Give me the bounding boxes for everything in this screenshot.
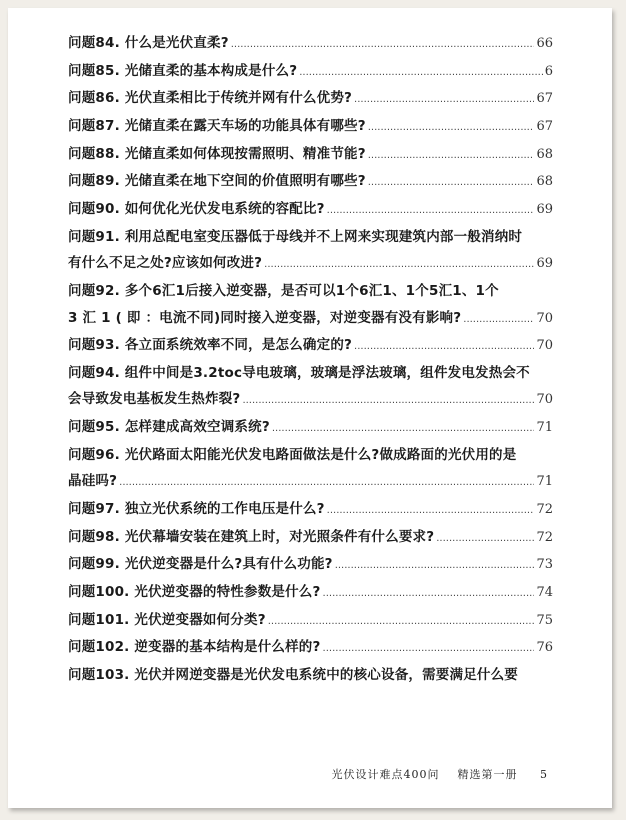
footer-book-title: 光伏设计难点400问 <box>331 768 440 781</box>
dot-leader <box>335 557 535 575</box>
toc-entry-line <box>68 418 553 436</box>
toc-entry-title: 问题93. 各立面系统效率不同，是怎么确定的? <box>68 337 353 354</box>
toc-entry-line <box>68 472 553 490</box>
toc-entry-title: 问题86. 光伏直柔相比于传统并网有什么优势? <box>68 90 353 107</box>
table-of-contents <box>68 34 553 694</box>
toc-entry[interactable] <box>68 500 553 518</box>
dot-leader <box>264 256 534 274</box>
dot-leader <box>354 91 534 109</box>
toc-entry-line <box>68 254 553 272</box>
toc-entry-line <box>68 89 553 107</box>
toc-entry-title: 问题85. 光储直柔的基本构成是什么? <box>68 62 298 79</box>
toc-entry-title: 问题97. 独立光伏系统的工作电压是什么? <box>68 500 325 517</box>
toc-page-number: 66 <box>536 36 553 51</box>
toc-entry-title: 问题96. 光伏路面太阳能光伏发电路面做法是什么?做成路面的光伏用的是 <box>68 446 517 463</box>
toc-entry[interactable] <box>68 336 553 354</box>
toc-entry-line <box>68 145 553 163</box>
dot-leader <box>323 585 535 603</box>
toc-entry[interactable] <box>68 34 553 52</box>
toc-entry-title: 问题99. 光伏逆变器是什么?具有什么功能? <box>68 556 333 573</box>
toc-entry-line <box>68 611 553 629</box>
page-footer <box>332 766 549 782</box>
toc-page-number: 72 <box>536 501 553 517</box>
toc-entry-line <box>68 172 553 190</box>
toc-entry[interactable] <box>68 200 553 218</box>
toc-page-number: 75 <box>536 612 553 628</box>
toc-entry-line <box>68 364 553 382</box>
toc-entry-title: 问题102. 逆变器的基本结构是什么样的? <box>68 639 321 656</box>
dot-leader <box>327 202 535 220</box>
footer-edition: 精选第一册 <box>457 768 518 781</box>
toc-entry-title: 问题95. 怎样建成高效空调系统? <box>68 419 270 436</box>
toc-entry-line <box>68 200 553 218</box>
toc-entry-line <box>68 282 553 300</box>
toc-page-number: 6 <box>544 63 553 79</box>
toc-entry[interactable] <box>68 117 553 135</box>
dot-leader <box>368 147 535 165</box>
toc-entry[interactable] <box>68 583 553 601</box>
toc-entry[interactable] <box>68 364 553 409</box>
dot-leader <box>268 613 535 631</box>
toc-entry-line <box>68 555 553 573</box>
dot-leader <box>463 311 534 329</box>
toc-entry-title: 问题100. 光伏逆变器的特性参数是什么? <box>68 584 321 600</box>
toc-entry[interactable] <box>68 89 553 107</box>
dot-leader <box>119 474 534 492</box>
dot-leader <box>299 64 542 82</box>
toc-entry-title: 问题89. 光储直柔在地下空间的价值照明有哪些? <box>68 173 366 190</box>
toc-entry-title: 3 汇 1 ( 即 ：电流不同)同时接入逆变器，对逆变器有没有影响? <box>68 309 462 326</box>
toc-entry[interactable] <box>68 446 553 491</box>
toc-entry-line <box>68 228 553 246</box>
toc-page-number: 70 <box>536 392 553 408</box>
toc-entry-title: 问题103. 光伏并网逆变器是光伏发电系统中的核心设备，需要满足什么要 <box>68 667 519 684</box>
dot-leader <box>368 119 535 137</box>
toc-entry-line <box>68 336 553 354</box>
toc-page-number: 74 <box>536 585 553 600</box>
toc-entry-line <box>68 117 553 135</box>
toc-entry-title: 问题84. 什么是光伏直柔? <box>68 35 229 51</box>
dot-leader <box>354 338 534 356</box>
dot-leader <box>231 36 535 54</box>
toc-page-number: 67 <box>536 91 553 107</box>
toc-page-number: 68 <box>536 146 553 162</box>
toc-entry[interactable] <box>68 228 553 273</box>
toc-entry-line <box>68 500 553 518</box>
toc-entry-title: 问题101. 光伏逆变器如何分类? <box>68 611 266 628</box>
toc-entry[interactable] <box>68 638 553 656</box>
toc-entry-line <box>68 666 553 684</box>
toc-page-number: 71 <box>536 420 553 436</box>
footer-page-number: 5 <box>540 768 548 781</box>
toc-entry-line <box>68 446 553 464</box>
toc-entry[interactable] <box>68 418 553 436</box>
toc-entry-title: 晶硅吗? <box>68 473 118 490</box>
dot-leader <box>242 392 534 410</box>
toc-entry-title: 问题92. 多个6汇1后接入逆变器，是否可以1个6汇1、1个5汇1、1个 <box>68 283 499 299</box>
toc-entry-title: 有什么不足之处?应该如何改进? <box>68 255 263 272</box>
toc-entry-line <box>68 309 553 327</box>
toc-page-number: 70 <box>536 338 553 354</box>
dot-leader <box>368 174 535 192</box>
toc-entry-line <box>68 34 553 52</box>
toc-page-number: 69 <box>536 256 553 272</box>
toc-entry[interactable] <box>68 282 553 327</box>
toc-entry-title: 问题94. 组件中间是3.2toc导电玻璃，玻璃是浮法玻璃，组件发电发热会不 <box>68 364 530 381</box>
toc-page-number: 73 <box>536 557 553 573</box>
toc-entry-title: 问题90. 如何优化光伏发电系统的容配比? <box>68 201 325 218</box>
toc-entry-line <box>68 390 553 408</box>
toc-entry[interactable] <box>68 172 553 190</box>
toc-page-number: 67 <box>536 119 553 135</box>
toc-page-number: 72 <box>536 529 553 545</box>
toc-page-number: 71 <box>536 474 553 490</box>
dot-leader <box>323 640 535 658</box>
dot-leader <box>436 530 534 548</box>
toc-entry-title: 问题88. 光储直柔如何体现按需照明、精准节能? <box>68 145 366 162</box>
toc-entry[interactable] <box>68 145 553 163</box>
toc-page-number: 68 <box>536 174 553 190</box>
toc-page-number: 76 <box>536 640 553 656</box>
toc-entry-line <box>68 638 553 656</box>
toc-entry-line <box>68 583 553 601</box>
toc-entry-title: 问题87. 光储直柔在露天车场的功能具体有哪些? <box>68 118 366 135</box>
toc-entry-line <box>68 528 553 546</box>
document-page <box>8 8 612 808</box>
toc-page-number: 69 <box>536 202 553 218</box>
toc-entry-title: 会导致发电基板发生热炸裂? <box>68 391 241 408</box>
toc-entry-line <box>68 62 553 80</box>
toc-entry-title: 问题91. 利用总配电室变压器低于母线并不上网来实现建筑内部一般消纳时 <box>68 228 523 245</box>
toc-entry[interactable] <box>68 555 553 573</box>
toc-entry[interactable] <box>68 611 553 629</box>
toc-entry-title: 问题98. 光伏幕墙安装在建筑上时，对光照条件有什么要求? <box>68 528 435 545</box>
toc-entry[interactable] <box>68 666 553 684</box>
toc-entry[interactable] <box>68 62 553 80</box>
dot-leader <box>327 502 535 520</box>
toc-page-number: 70 <box>536 310 553 326</box>
dot-leader <box>272 420 535 438</box>
toc-entry[interactable] <box>68 528 553 546</box>
